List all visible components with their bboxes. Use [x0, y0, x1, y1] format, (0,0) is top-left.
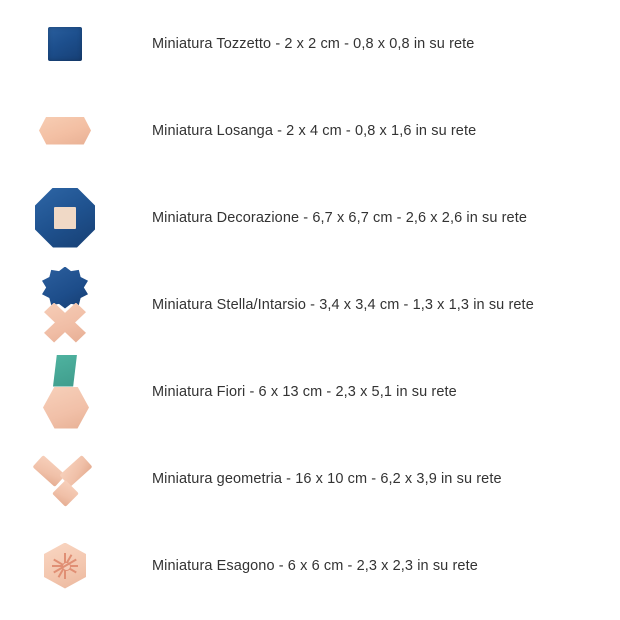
list-item-label: Miniatura Fiori - 6 x 13 cm - 2,3 x 5,1 in su rete [152, 383, 457, 400]
list-item-label: Miniatura geometria - 16 x 10 cm - 6,2 x 3,9 in su rete [152, 470, 502, 487]
blue-octagon-tile-icon [35, 188, 95, 248]
peach-lozenge-tile-icon [39, 117, 91, 145]
list-item-label: Miniatura Decorazione - 6,7 x 6,7 cm - 2,6 x 2,6 in su rete [152, 209, 528, 226]
flower-petal [52, 565, 78, 567]
flower-core [62, 562, 71, 571]
chevron-left-bar [32, 455, 65, 487]
product-thumbnail [0, 87, 130, 174]
list-item[interactable] [0, 174, 620, 261]
product-thumbnail [0, 522, 130, 609]
list-item[interactable] [0, 348, 620, 435]
list-item[interactable] [0, 261, 620, 348]
cross-shape [44, 303, 86, 343]
blue-square-tile-icon [48, 27, 82, 61]
octagon-inner-square [54, 207, 76, 229]
list-item-label: Miniatura Esagono - 6 x 6 cm - 2,3 x 2,3 in su rete [152, 557, 478, 574]
product-thumbnail [0, 0, 130, 87]
list-item-label: Miniatura Tozzetto - 2 x 2 cm - 0,8 x 0,8 in su rete [152, 35, 475, 52]
geometric-chevron-tile-icon [30, 449, 100, 509]
green-leaf-shape [53, 355, 77, 387]
product-thumbnail [0, 348, 130, 435]
green-leaf-hexagon-tile-icon [39, 355, 91, 429]
product-thumbnail [0, 174, 130, 261]
peach-hexagon-shape [43, 387, 89, 429]
list-item-label: Miniatura Stella/Intarsio - 3,4 x 3,4 cm - 1,3 x 1,3 in su rete [152, 296, 534, 313]
list-item[interactable] [0, 522, 620, 609]
list-item[interactable] [0, 87, 620, 174]
product-thumbnail [0, 261, 130, 348]
peach-hexagon-flower-tile-icon [44, 543, 86, 589]
list-item-label: Miniatura Losanga - 2 x 4 cm - 0,8 x 1,6 in su rete [152, 122, 477, 139]
list-item[interactable] [0, 0, 620, 87]
star-shape [42, 267, 88, 309]
product-thumbnail [0, 435, 130, 522]
list-item[interactable] [0, 435, 620, 522]
blue-star-and-cross-tile-icon [38, 267, 92, 343]
